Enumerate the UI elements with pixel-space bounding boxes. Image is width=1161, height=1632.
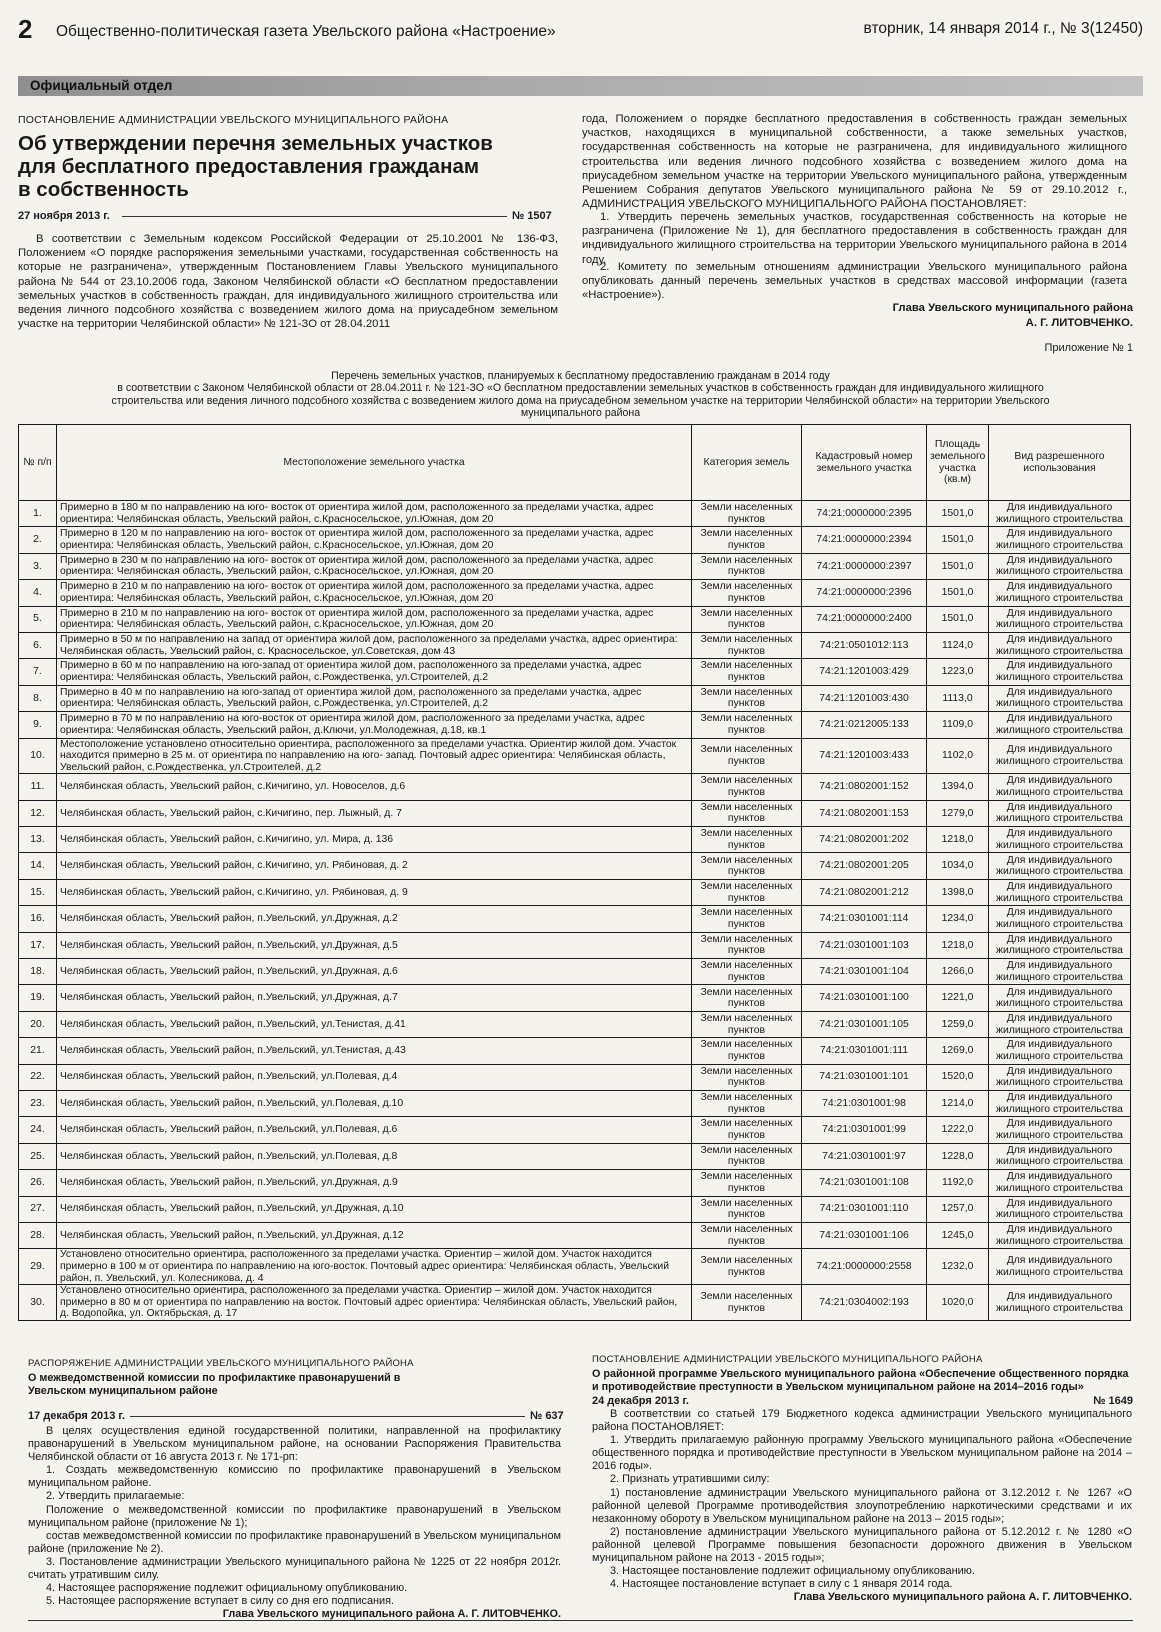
row-area: 1228,0 [927, 1143, 989, 1169]
row-number: 11. [19, 774, 57, 800]
row-cadastral: 74:21:0802001:202 [802, 827, 927, 853]
program-title: О районной программе Увельского муниципального района «Обеспечение общественного порядка и противодействие преступности в Увельском муниципальном районе на 2014–2016 годы» [592, 1368, 1129, 1393]
row-area: 1501,0 [927, 553, 989, 579]
row-use: Для индивидуального жилищного строительства [989, 932, 1131, 958]
row-use: Для индивидуального жилищного строительства [989, 712, 1131, 738]
row-cadastral: 74:21:0301001:99 [802, 1117, 927, 1143]
row-use: Для индивидуального жилищного строительства [989, 685, 1131, 711]
row-category: Земли населенных пунктов [692, 659, 802, 685]
decree-title [18, 132, 558, 201]
row-use: Для индивидуального жилищного строительства [989, 1249, 1131, 1285]
col-header-cadastral: Кадастровый номер земельного участка [802, 425, 927, 501]
table-row [19, 932, 1131, 958]
row-use: Для индивидуального жилищного строительства [989, 606, 1131, 632]
row-number: 3. [19, 553, 57, 579]
row-use: Для индивидуального жилищного строительства [989, 1011, 1131, 1037]
list-heading-line-2: в соответствии с Законом Челябинской области от 28.04.2011 г. № 121-ЗО «О бесплатном предоставлении земельных участков в собственность граждан для индивидуального жилищного [117, 382, 1044, 395]
table-row [19, 853, 1131, 879]
row-category: Земли населенных пунктов [692, 985, 802, 1011]
row-category: Земли населенных пунктов [692, 553, 802, 579]
table-row [19, 553, 1131, 579]
program-kicker: ПОСТАНОВЛЕНИЕ АДМИНИСТРАЦИИ УВЕЛЬСКОГО МУНИЦИПАЛЬНОГО РАЙОНА [592, 1354, 983, 1365]
order-p5: 5. Настоящее распоряжение вступает в силу со дня его подписания. [46, 1595, 395, 1608]
table-row [19, 1222, 1131, 1248]
row-number: 15. [19, 879, 57, 905]
row-location: Челябинская область, Увельский район, с.Кичигино, пер. Лыжный, д. 7 [57, 800, 692, 826]
row-category: Земли населенных пунктов [692, 527, 802, 553]
order-p2: 2. Утвердить прилагаемые: [46, 1490, 185, 1503]
program-body [592, 1408, 1132, 1604]
row-cadastral: 74:21:0000000:2558 [802, 1249, 927, 1285]
row-category: Земли населенных пунктов [692, 1038, 802, 1064]
row-number: 6. [19, 632, 57, 658]
row-number: 22. [19, 1064, 57, 1090]
col-header-category: Категория земель [692, 425, 802, 501]
row-use: Для индивидуального жилищного строительства [989, 827, 1131, 853]
order-p2a: Положение о межведомственной комиссии по профилактике правонарушений в Увельском муниципальном районе (приложение № 1); [28, 1503, 561, 1529]
row-location: Челябинская область, Увельский район, п.Увельский, ул.Полевая, д.8 [57, 1143, 692, 1169]
decree-signature-2: А. Г. ЛИТОВЧЕНКО. [1025, 317, 1133, 329]
row-use: Для индивидуального жилищного строительства [989, 959, 1131, 985]
table-row [19, 738, 1131, 774]
row-location: Челябинская область, Увельский район, п.Увельский, ул.Дружная, д.10 [57, 1196, 692, 1222]
list-heading-line-1: Перечень земельных участков, планируемых к бесплатному предоставлению гражданам в 2014 году [331, 370, 830, 382]
row-category: Земли населенных пунктов [692, 501, 802, 527]
row-number: 27. [19, 1196, 57, 1222]
program-p1: 1. Утвердить прилагаемую районную программу Увельского муниципального района «Обеспечение общественного порядка и противодействие преступности в Увельском муниципальном районе на 2014 – 2016 годы». [592, 1434, 1132, 1473]
row-use: Для индивидуального жилищного строительства [989, 1090, 1131, 1116]
row-area: 1218,0 [927, 827, 989, 853]
program-p2: 2. Признать утратившими силу: [610, 1473, 770, 1486]
row-area: 1113,0 [927, 685, 989, 711]
row-location: Примерно в 210 м по направлению на юго- восток от ориентира жилой дом, расположенного за пределами участка, адрес ориентира: Челябинская область, Увельский район, с.Красносельское, ул.Южная, дом 20 [57, 580, 692, 606]
program-intro: В соответствии со статьей 179 Бюджетного кодекса администрации Увельского муниципального района ПОСТАНОВЛЯЕТ: [592, 1408, 1132, 1434]
row-category: Земли населенных пунктов [692, 606, 802, 632]
row-area: 1257,0 [927, 1196, 989, 1222]
row-use: Для индивидуального жилищного строительства [989, 1143, 1131, 1169]
order-intro: В целях осуществления единой государственной политики, направленной на профилактику правонарушений в Увельском муниципальном районе, на основании Распоряжения Правительства Челябинской области от 16 августа 2013 г. № 171-рп: [28, 1425, 561, 1464]
row-category: Земли населенных пунктов [692, 1011, 802, 1037]
row-use: Для индивидуального жилищного строительства [989, 1064, 1131, 1090]
row-cadastral: 74:21:0301001:104 [802, 959, 927, 985]
row-area: 1232,0 [927, 1249, 989, 1285]
row-cadastral: 74:21:0301001:105 [802, 1011, 927, 1037]
order-title: О межведомственной комиссии по профилактике правонарушений в Увельском муниципальном районе [28, 1372, 401, 1397]
table-row [19, 685, 1131, 711]
table-row [19, 800, 1131, 826]
table-row [19, 1143, 1131, 1169]
row-cadastral: 74:21:0802001:212 [802, 879, 927, 905]
row-category: Земли населенных пунктов [692, 1222, 802, 1248]
order-body [28, 1425, 561, 1621]
table-row [19, 985, 1131, 1011]
table-row [19, 659, 1131, 685]
section-label: Официальный отдел [30, 78, 173, 93]
row-use: Для индивидуального жилищного строительства [989, 632, 1131, 658]
row-location: Челябинская область, Увельский район, п.Увельский, ул.Дружная, д.5 [57, 932, 692, 958]
row-category: Земли населенных пунктов [692, 580, 802, 606]
page-number: 2 [18, 14, 33, 44]
row-use: Для индивидуального жилищного строительства [989, 738, 1131, 774]
row-cadastral: 74:21:0301001:106 [802, 1222, 927, 1248]
row-area: 1234,0 [927, 906, 989, 932]
row-area: 1102,0 [927, 738, 989, 774]
row-cadastral: 74:21:0301001:101 [802, 1064, 927, 1090]
row-category: Земли населенных пунктов [692, 932, 802, 958]
row-number: 24. [19, 1117, 57, 1143]
decree-left-text: В соответствии с Земельным кодексом Российской Федерации от 25.10.2001 № 136-ФЗ, Положением «О порядке распоряжения земельными участками, государственная собственность на которые не разграничена», утвержденным Постановлением Главы Увельского муниципального района № 544 от 23.10.2006 года, Законом Челябинской области «О бесплатном предоставлении земельных участков в собственность граждан, для индивидуального жилищного строительства или ведения личного подсобного хозяйства с возведением жилого дома на приусадебном земельном участке на территории Челябинской области» № 121-ЗО от 28.04.2011 [18, 233, 558, 331]
row-area: 1259,0 [927, 1011, 989, 1037]
row-location: Примерно в 60 м по направлению на юго-запад от ориентира жилой дом, расположенного за пределами участка, адрес ориентира: Челябинская область, Увельский район, с.Рождественка, ул.Строителей, д.2 [57, 659, 692, 685]
row-number: 8. [19, 685, 57, 711]
table-row [19, 712, 1131, 738]
row-location: Местоположение установлено относительно ориентира, расположенного за пределами участка. Ориентир жилой дом. Участок находится примерно в 25 м. от ориентира по направлению на юго- запад. Почтовый адрес ориентира: Челябинская область, Увельский район, с.Рождественка, ул.Строителей, д.2 [57, 738, 692, 774]
row-cadastral: 74:21:1201003:433 [802, 738, 927, 774]
row-number: 21. [19, 1038, 57, 1064]
program-date: 24 декабря 2013 г. [592, 1395, 689, 1407]
row-category: Земли населенных пунктов [692, 1249, 802, 1285]
row-number: 19. [19, 985, 57, 1011]
row-category: Земли населенных пунктов [692, 879, 802, 905]
row-category: Земли населенных пунктов [692, 685, 802, 711]
row-use: Для индивидуального жилищного строительства [989, 527, 1131, 553]
row-number: 23. [19, 1090, 57, 1116]
decree-date-rule [122, 216, 507, 217]
table-row [19, 580, 1131, 606]
row-category: Земли населенных пунктов [692, 774, 802, 800]
row-number: 30. [19, 1285, 57, 1321]
program-signature: Глава Увельского муниципального района А. Г. ЛИТОВЧЕНКО. [793, 1591, 1132, 1604]
table-row [19, 959, 1131, 985]
row-number: 28. [19, 1222, 57, 1248]
row-area: 1020,0 [927, 1285, 989, 1321]
row-number: 12. [19, 800, 57, 826]
row-number: 5. [19, 606, 57, 632]
table-row [19, 774, 1131, 800]
col-header-area: Площадь земельного участка (кв.м) [927, 425, 989, 501]
row-cadastral: 74:21:0501012:113 [802, 632, 927, 658]
row-location: Примерно в 180 м по направлению на юго- восток от ориентира жилой дом, расположенного за пределами участка, адрес ориентира: Челябинская область, Увельский район, с.Красносельское, ул.Южная, дом 20 [57, 501, 692, 527]
row-use: Для индивидуального жилищного строительства [989, 800, 1131, 826]
row-number: 25. [19, 1143, 57, 1169]
col-header-location: Местоположение земельного участка [57, 425, 692, 501]
decree-title-line-2: для бесплатного предоставления гражданам [18, 155, 480, 178]
table-row [19, 1090, 1131, 1116]
program-p2a: 1) постановление администрации Увельского муниципального района от 3.12.2012 г. № 1267 «О районной целевой Программе противодействия злоупотреблению наркотическими средствами и их незаконному обороту в Увельском муниципальном районе на 2013 – 2015 годы»; [592, 1486, 1132, 1525]
row-location: Примерно в 70 м по направлению на юго-восток от ориентира жилой дом, расположенного за пределами участка, адрес ориентира: Челябинская область, Увельский район, д.Ключи, ул.Молодежная, д.18, кв.1 [57, 712, 692, 738]
table-row [19, 1170, 1131, 1196]
row-category: Земли населенных пунктов [692, 738, 802, 774]
row-location: Челябинская область, Увельский район, с.Кичигино, ул. Мира, д. 136 [57, 827, 692, 853]
table-row [19, 501, 1131, 527]
order-kicker: РАСПОРЯЖЕНИЕ АДМИНИСТРАЦИИ УВЕЛЬСКОГО МУНИЦИПАЛЬНОГО РАЙОНА [28, 1358, 414, 1369]
row-number: 4. [19, 580, 57, 606]
row-number: 17. [19, 932, 57, 958]
row-cadastral: 74:21:0000000:2400 [802, 606, 927, 632]
row-location: Челябинская область, Увельский район, п.Увельский, ул.Дружная, д.9 [57, 1170, 692, 1196]
row-area: 1218,0 [927, 932, 989, 958]
program-p4: 4. Настоящее постановление вступает в силу с 1 января 2014 года. [610, 1578, 953, 1591]
col-header-use: Вид разрешенного использования [989, 425, 1131, 501]
row-category: Земли населенных пунктов [692, 1196, 802, 1222]
row-location: Челябинская область, Увельский район, п.Увельский, ул.Дружная, д.2 [57, 906, 692, 932]
row-category: Земли населенных пунктов [692, 1090, 802, 1116]
row-area: 1221,0 [927, 985, 989, 1011]
row-location: Примерно в 230 м по направлению на юго- восток от ориентира жилой дом, расположенного за пределами участка, адрес ориентира: Челябинская область, Увельский район, с.Красносельское, ул.Южная, дом 20 [57, 553, 692, 579]
table-row [19, 906, 1131, 932]
row-number: 7. [19, 659, 57, 685]
table-row [19, 1249, 1131, 1285]
row-use: Для индивидуального жилищного строительства [989, 906, 1131, 932]
row-location: Установлено относительно ориентира, расположенного за пределами участка. Ориентир – жилой дом. Участок находится примерно в 100 м от ориентира по направлению на юго-восток. Почтовый адрес ориентира: Челябинская область, Увельский район, п. Увельский, ул. Колесникова, д. 4 [57, 1249, 692, 1285]
decree-item-1: 1. Утвердить перечень земельных участков, государственная собственность на которые не разграничена (Приложение № 1), для бесплатного предоставления в собственность граждан для индивидуального жилищного строительства на территории Увельского муниципального района в 2014 году. [582, 211, 1127, 266]
table-row [19, 879, 1131, 905]
row-area: 1520,0 [927, 1064, 989, 1090]
row-use: Для индивидуального жилищного строительства [989, 1196, 1131, 1222]
row-area: 1192,0 [927, 1170, 989, 1196]
row-area: 1501,0 [927, 580, 989, 606]
row-number: 13. [19, 827, 57, 853]
row-category: Земли населенных пунктов [692, 712, 802, 738]
row-cadastral: 74:21:0802001:152 [802, 774, 927, 800]
row-cadastral: 74:21:0212005:133 [802, 712, 927, 738]
row-location: Челябинская область, Увельский район, п.Увельский, ул.Дружная, д.6 [57, 959, 692, 985]
row-use: Для индивидуального жилищного строительства [989, 1285, 1131, 1321]
list-heading [18, 370, 1143, 419]
row-category: Земли населенных пунктов [692, 959, 802, 985]
row-location: Челябинская область, Увельский район, п.Увельский, ул.Дружная, д.12 [57, 1222, 692, 1248]
row-location: Челябинская область, Увельский район, п.Увельский, ул.Полевая, д.10 [57, 1090, 692, 1116]
order-date: 17 декабря 2013 г. [28, 1410, 125, 1422]
row-cadastral: 74:21:0802001:153 [802, 800, 927, 826]
page-header [18, 16, 1143, 50]
row-location: Челябинская область, Увельский район, п.Увельский, ул.Тенистая, д.43 [57, 1038, 692, 1064]
issue-date: вторник, 14 января 2014 г., № 3(12450) [863, 20, 1143, 37]
row-cadastral: 74:21:0802001:205 [802, 853, 927, 879]
row-cadastral: 74:21:0301001:111 [802, 1038, 927, 1064]
row-use: Для индивидуального жилищного строительства [989, 580, 1131, 606]
row-area: 1245,0 [927, 1222, 989, 1248]
row-cadastral: 74:21:0301001:97 [802, 1143, 927, 1169]
row-use: Для индивидуального жилищного строительства [989, 553, 1131, 579]
table-row [19, 1038, 1131, 1064]
row-area: 1394,0 [927, 774, 989, 800]
row-area: 1109,0 [927, 712, 989, 738]
row-location: Челябинская область, Увельский район, п.Увельский, ул.Полевая, д.4 [57, 1064, 692, 1090]
row-use: Для индивидуального жилищного строительства [989, 659, 1131, 685]
row-number: 20. [19, 1011, 57, 1037]
row-area: 1214,0 [927, 1090, 989, 1116]
row-use: Для индивидуального жилищного строительства [989, 1222, 1131, 1248]
row-location: Примерно в 50 м по направлению на запад от ориентира жилой дом, расположенного за пределами участка, адрес ориентира: Челябинская область, Увельский район, с. Красносельское, ул.Советская, дом 43 [57, 632, 692, 658]
row-category: Земли населенных пунктов [692, 853, 802, 879]
row-area: 1501,0 [927, 606, 989, 632]
row-category: Земли населенных пунктов [692, 827, 802, 853]
table-row [19, 1011, 1131, 1037]
section-bar [18, 76, 1143, 96]
row-use: Для индивидуального жилищного строительства [989, 879, 1131, 905]
decree-kicker: ПОСТАНОВЛЕНИЕ АДМИНИСТРАЦИИ УВЕЛЬСКОГО МУНИЦИПАЛЬНОГО РАЙОНА [18, 114, 449, 126]
row-category: Земли населенных пунктов [692, 1285, 802, 1321]
row-cadastral: 74:21:0301001:114 [802, 906, 927, 932]
row-number: 14. [19, 853, 57, 879]
bottom-rule [28, 1620, 1133, 1621]
row-location: Челябинская область, Увельский район, с.Кичигино, ул. Новоселов, д.6 [57, 774, 692, 800]
row-location: Челябинская область, Увельский район, с.Кичигино, ул. Рябиновая, д. 2 [57, 853, 692, 879]
program-p3: 3. Настоящее постановление подлежит официальному опубликованию. [610, 1565, 975, 1578]
order-number: № 637 [530, 1410, 564, 1422]
row-location: Челябинская область, Увельский район, п.Увельский, ул.Полевая, д.6 [57, 1117, 692, 1143]
land-plots-table [18, 424, 1131, 1321]
row-cadastral: 74:21:1201003:430 [802, 685, 927, 711]
row-cadastral: 74:21:0000000:2395 [802, 501, 927, 527]
row-area: 1269,0 [927, 1038, 989, 1064]
row-area: 1034,0 [927, 853, 989, 879]
row-cadastral: 74:21:0000000:2396 [802, 580, 927, 606]
decree-right-text: года, Положением о порядке бесплатного предоставления в собственность граждан земельных участков, находящихся в муниципальной собственности, а также земельных участков, государственная собственность на которые не разграничена, для индивидуального жилищного строительства или ведения личного подсобного хозяйства с возведением жилого дома на приусадебном земельном участке на территории Увельского муниципального района, утвержденным Решением Собрания депутатов Увельского муниципального района № 59 от 29.10.2012 г., АДМИНИСТРАЦИЯ УВЕЛЬСКОГО МУНИЦИПАЛЬНОГО РАЙОНА ПОСТАНОВЛЯЕТ: [582, 113, 1127, 211]
decree-date: 27 ноября 2013 г. [18, 210, 110, 222]
row-category: Земли населенных пунктов [692, 1143, 802, 1169]
row-area: 1266,0 [927, 959, 989, 985]
row-cadastral: 74:21:0301001:103 [802, 932, 927, 958]
row-cadastral: 74:21:0000000:2394 [802, 527, 927, 553]
decree-signature-1: Глава Увельского муниципального района [892, 302, 1133, 314]
decree-title-line-1: Об утверждении перечня земельных участков [18, 132, 493, 155]
row-number: 26. [19, 1170, 57, 1196]
appendix-label: Приложение № 1 [1044, 342, 1133, 354]
row-location: Челябинская область, Увельский район, п.Увельский, ул.Тенистая, д.41 [57, 1011, 692, 1037]
row-use: Для индивидуального жилищного строительства [989, 853, 1131, 879]
decree-item-2: 2. Комитету по земельным отношениям администрации Увельского муниципального района опубликовать данный перечень земельных участков в средствах массовой информации (газета «Настроение»). [582, 261, 1127, 302]
list-heading-line-3: строительства или ведения личного подсобного хозяйства с возведением жилого дома на приусадебном земельном участке на территории Челябинской области» на территории Увельского [111, 394, 1050, 407]
order-date-rule [130, 1416, 525, 1417]
order-p3: 3. Постановление администрации Увельского муниципального района № 1225 от 22 ноября 2012г. считать утратившим силу. [28, 1555, 561, 1582]
row-cadastral: 74:21:1201003:429 [802, 659, 927, 685]
row-use: Для индивидуального жилищного строительства [989, 1038, 1131, 1064]
newspaper-name: Общественно-политическая газета Увельского района «Настроение» [56, 23, 556, 40]
table-row [19, 527, 1131, 553]
row-cadastral: 74:21:0301001:100 [802, 985, 927, 1011]
row-area: 1279,0 [927, 800, 989, 826]
decree-number: № 1507 [512, 210, 552, 222]
row-location: Челябинская область, Увельский район, с.Кичигино, ул. Рябиновая, д. 9 [57, 879, 692, 905]
table-row [19, 1285, 1131, 1321]
program-number: № 1649 [1093, 1395, 1133, 1407]
row-location: Установлено относительно ориентира, расположенного за пределами участка. Ориентир – жилой дом. Участок находится примерно в 80 м от ориентира по направлению на восток. Почтовый адрес ориентира: Челябинская область, Увельский район, д. Водопойка, ул. Октябрьская, д. 17 [57, 1285, 692, 1321]
table-row [19, 1196, 1131, 1222]
order-p4: 4. Настоящее распоряжение подлежит официальному опубликованию. [46, 1582, 408, 1595]
row-category: Земли населенных пунктов [692, 1117, 802, 1143]
row-category: Земли населенных пунктов [692, 906, 802, 932]
row-category: Земли населенных пунктов [692, 1064, 802, 1090]
table-row [19, 606, 1131, 632]
row-area: 1501,0 [927, 527, 989, 553]
row-area: 1501,0 [927, 501, 989, 527]
order-p1: 1. Создать межведомственную комиссию по профилактике правонарушений в Увельском муниципальном районе. [28, 1464, 561, 1490]
row-use: Для индивидуального жилищного строительства [989, 501, 1131, 527]
row-category: Земли населенных пунктов [692, 632, 802, 658]
row-cadastral: 74:21:0301001:108 [802, 1170, 927, 1196]
row-area: 1124,0 [927, 632, 989, 658]
program-p2b: 2) постановление администрации Увельского муниципального района от 5.12.2012 г. № 1280 «О районной целевой Программе повышения безопасности дорожного движения в Увельском муниципальном районе на 2013 - 2015 годы»; [592, 1525, 1132, 1565]
row-number: 9. [19, 712, 57, 738]
table-row [19, 1117, 1131, 1143]
row-use: Для индивидуального жилищного строительства [989, 1170, 1131, 1196]
row-cadastral: 74:21:0304002:193 [802, 1285, 927, 1321]
row-number: 18. [19, 959, 57, 985]
order-signature: Глава Увельского муниципального района А. Г. ЛИТОВЧЕНКО. [222, 1608, 561, 1621]
decree-title-line-3: в собственность [18, 178, 189, 201]
row-number: 10. [19, 738, 57, 774]
row-number: 29. [19, 1249, 57, 1285]
row-area: 1223,0 [927, 659, 989, 685]
row-location: Примерно в 210 м по направлению на юго- восток от ориентира жилой дом, расположенного за пределами участка, адрес ориентира: Челябинская область, Увельский район, с.Красносельское, ул.Южная, дом 20 [57, 606, 692, 632]
table-row [19, 632, 1131, 658]
row-cadastral: 74:21:0301001:98 [802, 1090, 927, 1116]
row-cadastral: 74:21:0301001:110 [802, 1196, 927, 1222]
row-use: Для индивидуального жилищного строительства [989, 1117, 1131, 1143]
table-row [19, 827, 1131, 853]
row-category: Земли населенных пунктов [692, 1170, 802, 1196]
row-area: 1222,0 [927, 1117, 989, 1143]
row-cadastral: 74:21:0000000:2397 [802, 553, 927, 579]
row-area: 1398,0 [927, 879, 989, 905]
row-location: Челябинская область, Увельский район, п.Увельский, ул.Дружная, д.7 [57, 985, 692, 1011]
table-row [19, 1064, 1131, 1090]
row-number: 1. [19, 501, 57, 527]
row-number: 16. [19, 906, 57, 932]
row-number: 2. [19, 527, 57, 553]
row-category: Земли населенных пунктов [692, 800, 802, 826]
row-location: Примерно в 40 м по направлению на юго-запад от ориентира жилой дом, расположенного за пределами участка, адрес ориентира: Челябинская область, Увельский район, с.Рождественка, ул.Строителей, д.2 [57, 685, 692, 711]
order-p2b: состав межведомственной комиссии по профилактике правонарушений в Увельском муниципальном районе (приложение № 2). [28, 1529, 561, 1555]
row-use: Для индивидуального жилищного строительства [989, 985, 1131, 1011]
list-heading-line-4: муниципального района [520, 406, 641, 419]
row-location: Примерно в 120 м по направлению на юго- восток от ориентира жилой дом, расположенного за пределами участка, адрес ориентира: Челябинская область, Увельский район, с.Красносельское, ул.Южная, дом 20 [57, 527, 692, 553]
row-use: Для индивидуального жилищного строительства [989, 774, 1131, 800]
col-header-num: № п/п [19, 425, 57, 501]
